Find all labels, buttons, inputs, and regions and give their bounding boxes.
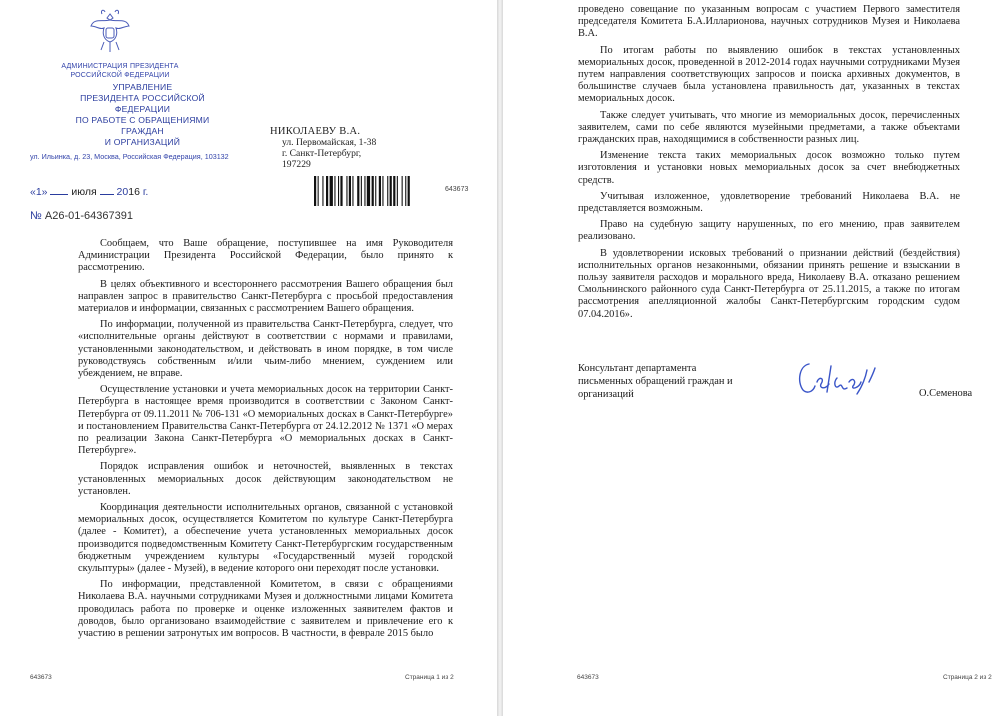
letter-page-1 [0,0,497,716]
paragraph: Порядок исправления ошибок и неточностей, выявленных в текстах установленных мемориальных досок действующим законодательством не установлен. [78,461,453,497]
registration-number [30,210,260,222]
number-sign: № [30,210,42,222]
date-year-suffix: 16 [128,186,140,198]
signer-title-line: Консультант департамента [578,363,697,374]
administration-header [45,62,195,80]
page-footer-id: 643673 [30,674,52,681]
org-line: АДМИНИСТРАЦИЯ ПРЕЗИДЕНТА [61,63,179,70]
page-footer-counter: Страница 2 из 2 [943,674,992,681]
barcode-number: 643673 [445,186,469,193]
letter-body-page-2 [578,4,960,325]
org-line: УПРАВЛЕНИЕ [112,82,173,92]
paragraph: Осуществление установки и учета мемориальных досок на территории Санкт-Петербурга в настоящее время производится в соответствии с Законом Санкт-Петербурга от 09.11.2011 № 706-131 «О мемориальных досках в Санкт-Петербурге» и постановлением Правительства Санкт-Петербурга от 24.12.2012 № 1371 «О мерах по реализации Закона Санкт-Петербурга «О мемориальных досках в Санкт-Петербурге». [78,384,453,457]
letter-page-2 [503,0,1000,716]
org-line: ПО РАБОТЕ С ОБРАЩЕНИЯМИ ГРАЖДАН [75,115,210,136]
date-year-unit: г. [142,186,149,198]
sender-address: ул. Ильинка, д. 23, Москва, Российская Федерация, 103132 [30,152,229,161]
recipient-zip: 197229 [282,159,311,170]
org-line: И ОРГАНИЗАЦИЙ [104,137,181,147]
recipient-city: г. Санкт-Петербург, [282,148,362,159]
letter-body-page-1 [78,238,453,644]
page-footer-counter: Страница 1 из 2 [405,674,454,681]
date-year-prefix: 20 [116,186,129,198]
paragraph: Право на судебную защиту нарушенных, по его мнению, прав заявителем реализовано. [578,219,960,243]
date-month: июля [71,186,97,198]
signer-title [578,362,758,401]
signer-name: О.Семенова [919,388,973,399]
recipient-block [270,126,430,170]
paragraph: Координация деятельности исполнительных органов, связанной с установкой мемориальных досок, осуществляется Комитетом по культуре Санкт-Петербурга (далее - Комитет), а обеспечение учета установленных мемориальных досок производится подведомственным Комитету Санкт-Петербургским государственным бюджетным учреждением культуры «Государственный музей городской скульптуры» (далее - Музей), в ведение которого они переходят после установки. [78,502,453,575]
paragraph: Изменение текста таких мемориальных досок возможно только путем изготовления и установки новых мемориальных досок за счет внебюджетных средств. [578,150,960,186]
paragraph: Учитывая изложенное, удовлетворение требований Николаева В.А. не представляется возможным. [578,190,960,215]
recipient-name: НИКОЛАЕВУ В.А. [270,126,361,137]
org-line: РОССИЙСКОЙ ФЕДЕРАЦИИ [70,72,170,79]
page-footer-id: 643673 [577,674,599,681]
letter-date [30,186,240,198]
paragraph: В целях объективного и всестороннего рассмотрения Вашего обращения был направлен запрос в правительство Санкт-Петербурга с просьбой предоставления материалов и информации, связанных с рассмотрением Вашего обращения. [78,278,453,315]
paragraph: По итогам работы по выявлению ошибок в текстах установленных мемориальных досок, проведенной в 2012-2014 годах научными сотрудниками Музея путем направления соответствующих запросов и поиска архивных документов, в большинстве случаев была установлена правильность дат, указанных в текстах мемориальных досок. [578,44,960,105]
paragraph: По информации, полученной из правительства Санкт-Петербурга, следует, что «исполнительные органы действуют в соответствии с нормами и правилами, установленными законодательством, и действовать в ином порядке, в том числе руководствуясь собственным и/или чьим-либо мнением, суждением или убеждением, не вправе. [78,319,453,380]
paragraph: Также следует учитывать, что многие из мемориальных досок, перечисленных заявителем, сами по себе являются музейными предметами, а также объектами гражданских прав, находящимися в собственности разных лиц. [578,109,960,146]
barcode-icon [314,176,438,206]
reg-number-value: А26-01-64367391 [44,210,133,222]
org-line: ПРЕЗИДЕНТА РОССИЙСКОЙ ФЕДЕРАЦИИ [80,93,205,114]
paragraph: проведено совещание по указанным вопросам с участием Первого заместителя председателя Комитета Б.А.Илларионова, научных сотрудников Музея и Николаева В.А. [578,4,960,40]
paragraph: Сообщаем, что Ваше обращение, поступившее на имя Руководителя Администрации Президента Российской Федерации, было принято к рассмотрению. [78,238,453,274]
paragraph: По информации, представленной Комитетом, в связи с обращениями Николаева В.А. научными сотрудниками Музея и должностными лицами Комитета проводилась работа по проверке и оценке изложенных заявителем фактов и доводов, было организовано взаимодействие с заявителем и привлечение его к участию в решении затронутых им вопросов. В частности, в феврале 2015 было [78,579,453,640]
recipient-street: ул. Первомайская, 1-38 [282,137,377,148]
department-header [55,82,230,148]
signer-title-line: организаций [578,389,634,400]
date-day: «1» [30,186,48,198]
signature-icon [791,352,886,400]
coat-of-arms-icon [88,8,132,56]
paragraph: В удовлетворении исковых требований о признании действий (бездействия) исполнительных органов незаконными, обязании принять решение и взыскании в пользу заявителя расходов и морального вреда, Николаеву В.А. отказано решением Смольнинского районного суда Санкт-Петербурга от 25.11.2015, а также по итогам рассмотрения апелляционной жалобы Санкт-Петербургским городским судом 07.04.2016». [578,247,960,320]
signer-title-line: письменных обращений граждан и [578,376,733,387]
